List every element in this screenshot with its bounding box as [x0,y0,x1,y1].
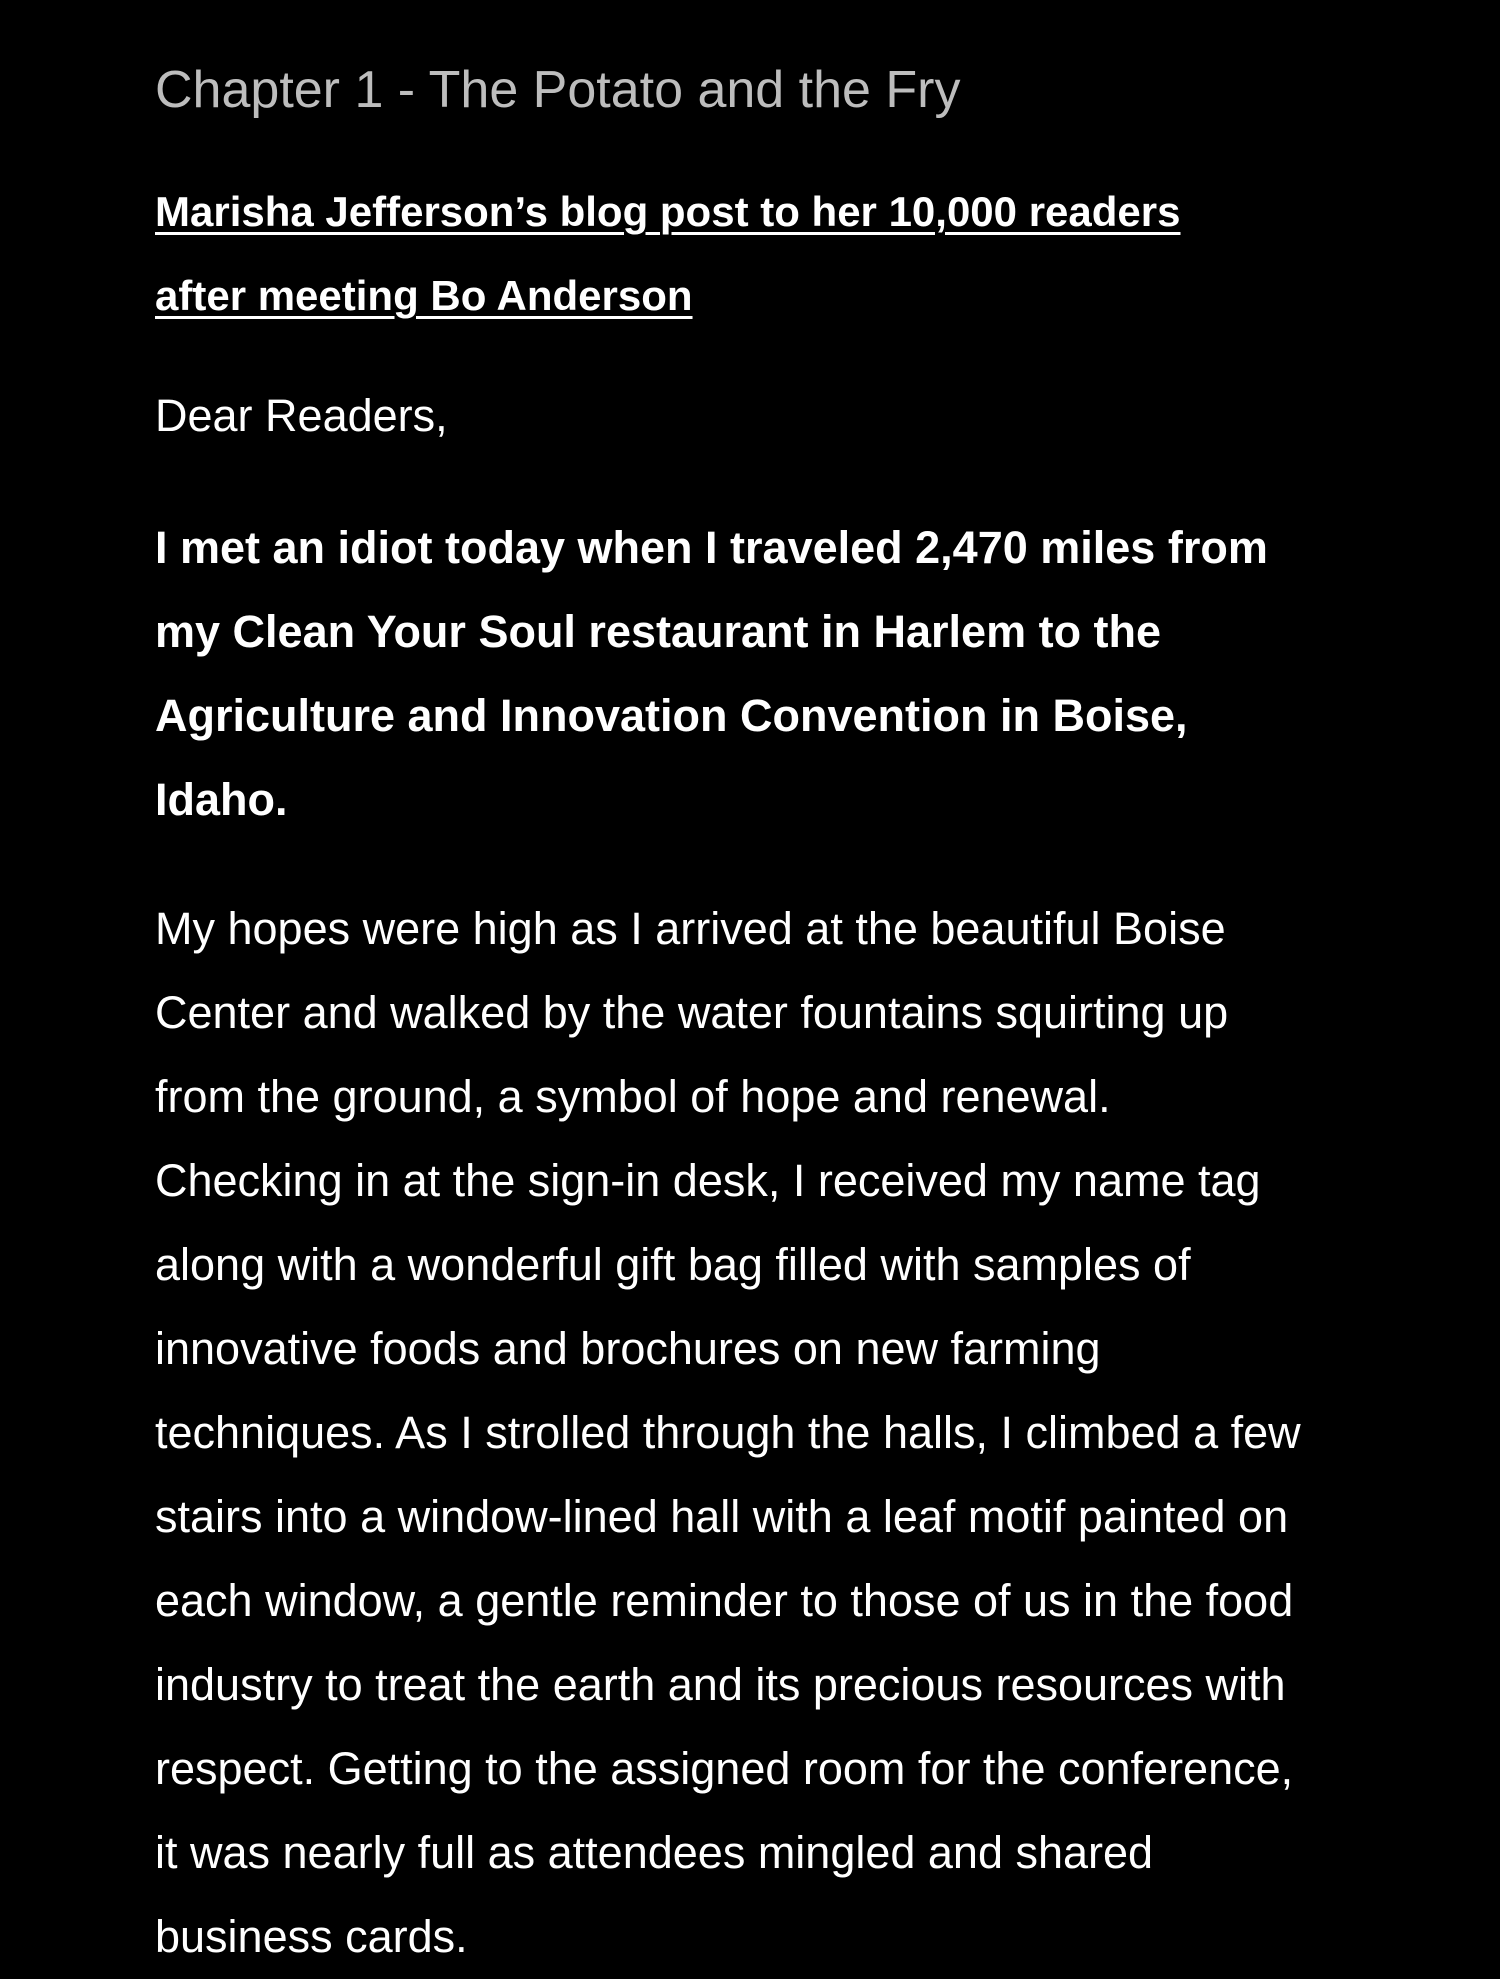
body-paragraph [155,887,1395,1979]
paragraph-line: from the ground, a symbol of hope and renewal. [155,1071,1111,1122]
blog-heading-line: Marisha Jefferson’s blog post to her 10,000 readers [155,188,1181,235]
blog-heading-line: after meeting Bo Anderson [155,272,693,319]
paragraph-line: stairs into a window-lined hall with a leaf motif painted on [155,1491,1289,1542]
paragraph-line: it was nearly full as attendees mingled and shared [155,1827,1154,1878]
paragraph-line: Agriculture and Innovation Convention in Boise, [155,690,1188,741]
salutation: Dear Readers, [155,390,448,441]
paragraph-line: Checking in at the sign-in desk, I received my name tag [155,1155,1261,1206]
blog-post-heading [155,170,1390,338]
paragraph-line: techniques. As I strolled through the halls, I climbed a few [155,1407,1301,1458]
paragraph-line: Idaho. [155,774,288,825]
paragraph-line: along with a wonderful gift bag filled with samples of [155,1239,1191,1290]
chapter-title: Chapter 1 - The Potato and the Fry [155,61,961,119]
paragraph-line: My hopes were high as I arrived at the beautiful Boise [155,903,1226,954]
paragraph-line: industry to treat the earth and its precious resources with [155,1659,1286,1710]
paragraph-line: innovative foods and brochures on new farming [155,1323,1101,1374]
paragraph-line: Center and walked by the water fountains squirting up [155,987,1229,1038]
paragraph-line: each window, a gentle reminder to those of us in the food [155,1575,1294,1626]
paragraph-line: I met an idiot today when I traveled 2,470 miles from [155,522,1268,573]
paragraph-line: business cards. [155,1911,468,1962]
bold-intro-paragraph [155,506,1355,842]
paragraph-line: respect. Getting to the assigned room for the conference, [155,1743,1294,1794]
paragraph-line: my Clean Your Soul restaurant in Harlem to the [155,606,1162,657]
